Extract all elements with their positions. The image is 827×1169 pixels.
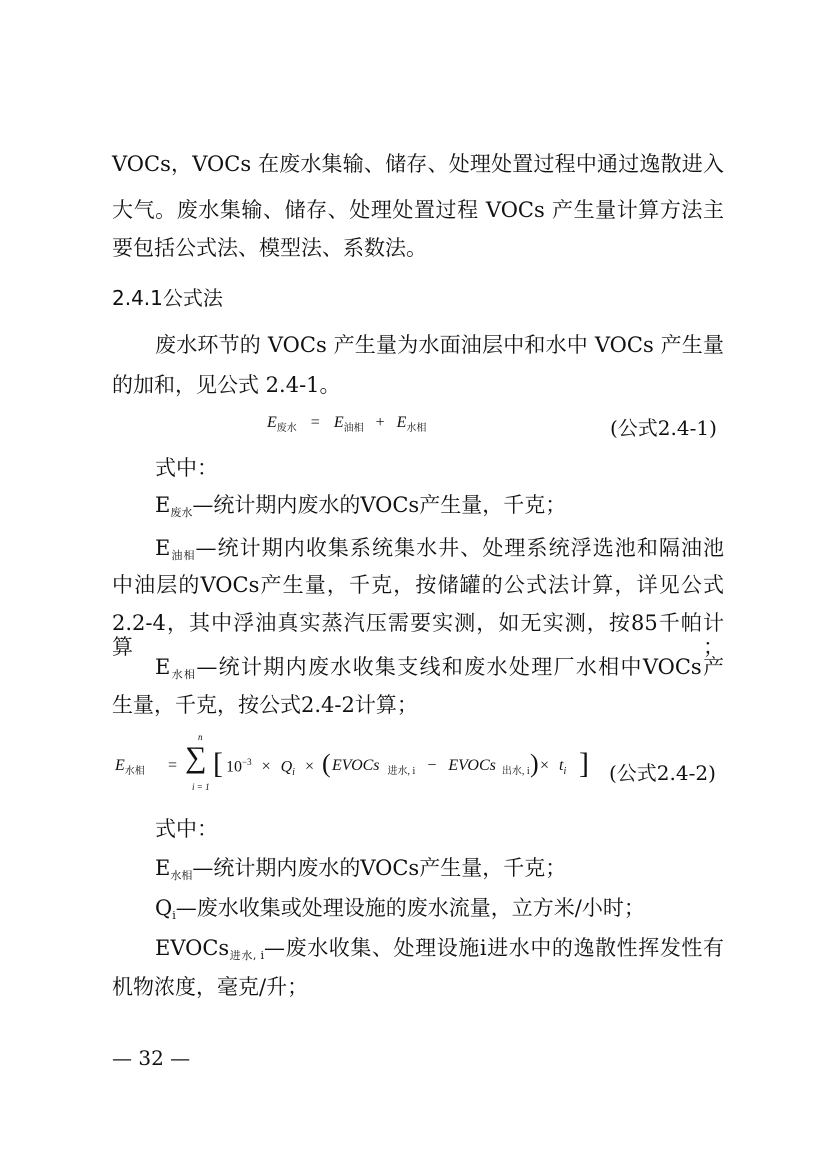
right-bracket: ] bbox=[579, 747, 589, 780]
eq-var: E bbox=[396, 414, 407, 431]
eq-operator: = bbox=[310, 414, 320, 431]
equation-number: (公式2.4-2) bbox=[609, 761, 716, 785]
eq-var: EVOCs bbox=[448, 757, 496, 774]
eq-subscript: 进水, i bbox=[387, 766, 416, 777]
paragraph-line: 要包括公式法、模型法、系数法。 bbox=[112, 236, 427, 260]
eq-operator: × bbox=[261, 758, 271, 776]
symbol-subscript: 水相 bbox=[170, 668, 197, 681]
eq-term-b bbox=[332, 757, 530, 775]
symbol-subscript: i bbox=[172, 909, 176, 922]
eq-subscript: 水相 bbox=[124, 766, 145, 777]
definition-text: —统计期内废水的VOCs产生量，千克； bbox=[192, 493, 567, 517]
symbol-subscript: 进水, i bbox=[229, 949, 265, 962]
eq-term-a bbox=[226, 757, 320, 779]
eq-operator: − bbox=[427, 757, 437, 774]
left-paren: ( bbox=[322, 749, 331, 778]
definition-text: —统计期内废水收集支线和废水处理厂水相中VOCs产 bbox=[196, 655, 725, 679]
equation-number: (公式2.4-1) bbox=[610, 416, 717, 440]
eq-subscript: 油相 bbox=[343, 423, 364, 434]
definition-e-oil-phase bbox=[155, 536, 724, 564]
sum-lower-limit: i = 1 bbox=[192, 782, 210, 792]
definition-q bbox=[155, 896, 645, 924]
eq-subscript: i bbox=[292, 767, 295, 779]
eq-term-c bbox=[540, 757, 566, 775]
eq-lhs bbox=[115, 757, 145, 775]
eq-var: E bbox=[333, 414, 344, 431]
eq-var: E bbox=[267, 414, 277, 431]
definition-evocs-in bbox=[155, 936, 724, 964]
paragraph-line: 废水环节的 VOCs 产生量为水面油层中和水中 VOCs 产生量 bbox=[155, 333, 724, 357]
where-label: 式中： bbox=[155, 817, 218, 841]
eq-var: Q bbox=[280, 758, 293, 776]
eq-subscript: i bbox=[563, 766, 567, 777]
where-label: 式中： bbox=[155, 456, 218, 480]
symbol: Q bbox=[155, 896, 173, 920]
section-heading: 2.4.1公式法 bbox=[112, 286, 223, 310]
paragraph-line: 2.2-4，其中浮油真实蒸汽压需要实测，如无实测，按85千帕计算； bbox=[112, 611, 724, 659]
eq-subscript: 出水, i bbox=[501, 766, 530, 777]
definition-e-water-phase bbox=[155, 655, 724, 683]
symbol: E bbox=[155, 856, 171, 880]
eq-subscript: 废水 bbox=[276, 423, 297, 434]
paragraph-line: 生量，千克，按公式2.4-2计算； bbox=[112, 693, 418, 717]
paragraph-line: VOCs，VOCs 在废水集输、储存、处理处置过程中通过逸散进入 bbox=[112, 152, 724, 176]
definition-e-wastewater bbox=[155, 493, 566, 521]
equation-2-4-1 bbox=[267, 414, 426, 432]
symbol: E bbox=[155, 655, 171, 679]
eq-operator: + bbox=[375, 414, 385, 431]
eq-number: 10 bbox=[226, 758, 242, 776]
definition-text: —废水收集或处理设施的废水流量，立方米/小时； bbox=[175, 896, 645, 920]
summation-symbol: ∑ bbox=[185, 741, 207, 774]
eq-subscript: 水相 bbox=[406, 423, 427, 434]
paragraph-line: 中油层的VOCs产生量，千克，按储罐的公式法计算，详见公式 bbox=[112, 573, 724, 597]
eq-var: E bbox=[115, 757, 125, 774]
symbol-subscript: 油相 bbox=[170, 549, 196, 562]
sum-upper-limit: n bbox=[198, 732, 203, 742]
definition-text: —统计期内废水的VOCs产生量，千克； bbox=[192, 856, 567, 880]
symbol: EVOCs bbox=[155, 936, 230, 960]
paragraph-line: 机物浓度，毫克/升； bbox=[112, 975, 309, 999]
symbol-subscript: 水相 bbox=[170, 869, 193, 882]
definition-text: —废水收集、处理设施i进水中的逸散性挥发性有 bbox=[264, 936, 724, 960]
eq-operator: × bbox=[540, 757, 550, 774]
eq-operator: = bbox=[168, 757, 178, 774]
symbol-subscript: 废水 bbox=[170, 506, 193, 519]
eq-var: EVOCs bbox=[332, 757, 380, 774]
symbol: E bbox=[155, 536, 171, 560]
right-paren: ) bbox=[530, 749, 539, 778]
eq-operator: × bbox=[304, 758, 314, 776]
symbol: E bbox=[155, 493, 171, 517]
eq-var: t bbox=[559, 757, 564, 774]
definition-text: —统计期内收集系统集水井、处理系统浮选池和隔油池 bbox=[195, 536, 725, 560]
paragraph-line: 的加和，见公式 2.4-1。 bbox=[112, 373, 341, 397]
paragraph-line: 大气。废水集输、储存、处理处置过程 VOCs 产生量计算方法主 bbox=[112, 198, 724, 222]
definition-e-water-phase-2 bbox=[155, 856, 566, 884]
left-bracket: [ bbox=[213, 747, 223, 780]
page-number: — 32 — bbox=[112, 1046, 191, 1070]
eq-exponent: −3 bbox=[242, 757, 252, 767]
